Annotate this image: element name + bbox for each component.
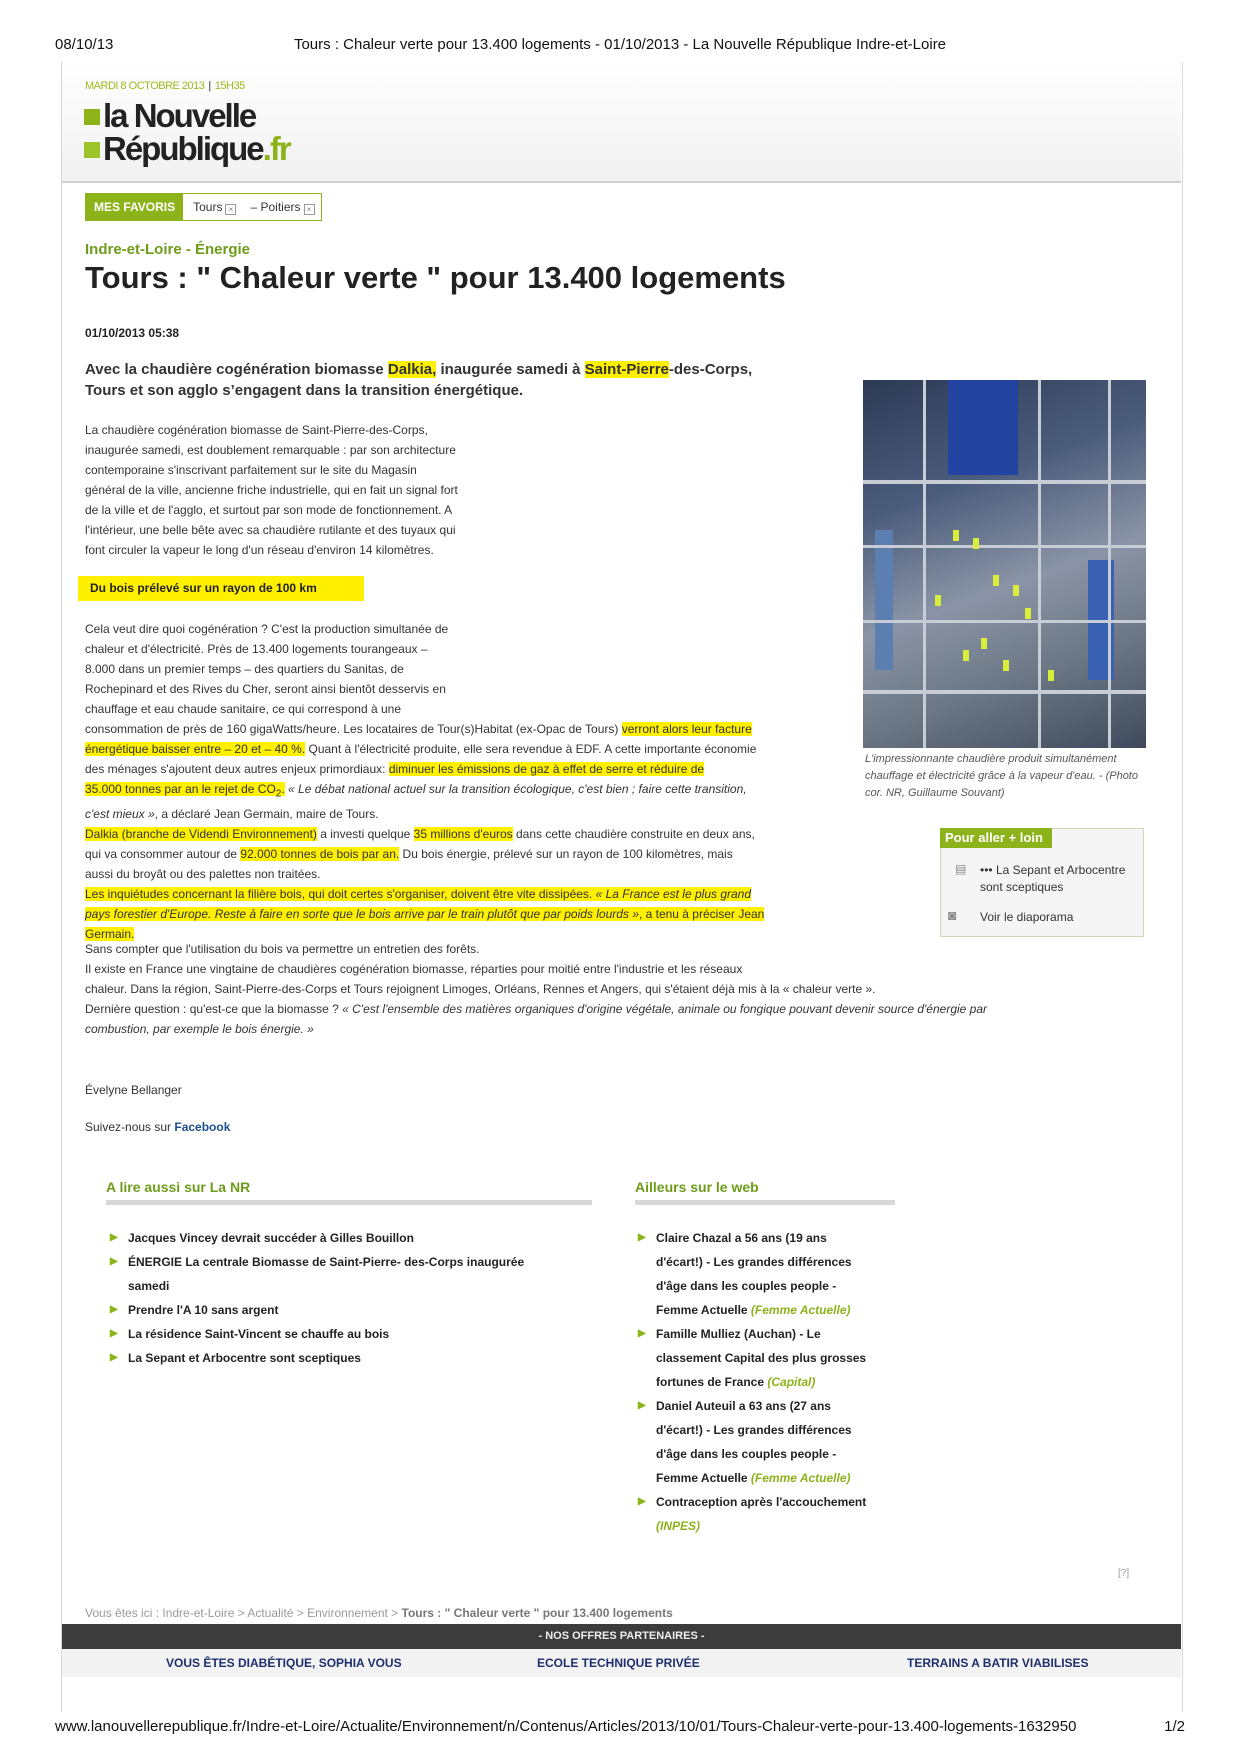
text-line: aussi du broyât ou des palettes non traitées. — [85, 867, 321, 882]
arrow-right-icon: ▶ — [638, 1496, 646, 1507]
link-text[interactable]: La centrale Biomasse de Saint-Pierre- des-Corps inaugurée — [182, 1255, 525, 1269]
text-line: l'intérieur, une belle bête avec sa chaudière rutilante et des tuyaux qui — [85, 523, 456, 537]
quote-text: pays forestier d'Europe. Reste à faire en sorte que le bois arrive par le train plutôt que par poids lourds » — [85, 907, 639, 922]
lead-text: inaugurée samedi à — [436, 361, 585, 378]
article-paragraph — [85, 939, 1165, 1039]
link-text[interactable]: Contraception après l'accouchement — [656, 1495, 867, 1509]
text-highlight: verront alors leur facture — [621, 722, 752, 736]
logo-tld: .fr — [262, 130, 290, 167]
favorite-tag[interactable] — [183, 200, 240, 215]
text-highlight: diminuer les émissions de gaz à effet de serre et réduire de — [388, 762, 705, 776]
text-run: a investi quelque — [316, 827, 414, 842]
list-item-continued[interactable] — [638, 1346, 898, 1370]
list-item-continued[interactable] — [638, 1466, 898, 1490]
breadcrumb-current: Tours : " Chaleur verte " pour 13.400 logements — [401, 1606, 673, 1620]
text-highlight: Les inquiétudes concernant la filière bois, qui doit certes s'organiser, doivent être vite dissipées. — [85, 887, 596, 902]
link-text[interactable]: Claire Chazal a 56 ans (19 ans — [656, 1231, 827, 1245]
arrow-right-icon: ▶ — [638, 1400, 646, 1411]
arrow-right-icon: ▶ — [110, 1232, 118, 1243]
list-item-continued[interactable] — [638, 1370, 898, 1394]
dateline: MARDI 8 OCTOBRE 2013 | 15H35 — [85, 80, 245, 92]
quote-text: « C'est l'ensemble des matières organiques d'origine végétale, animale ou fongique pouvant devenir source d'énergie par — [342, 1002, 988, 1016]
list-item[interactable] — [638, 1490, 898, 1514]
quote-text: « Le débat national actuel sur la transition écologique, c'est bien ; faire cette transition, — [284, 782, 747, 796]
link-source: (Femme Actuelle) — [750, 1303, 851, 1317]
document-icon: ▤ — [955, 862, 967, 876]
text-highlight: énergétique baisser entre – 20 et – 40 %. — [85, 742, 306, 756]
text-line — [85, 904, 860, 924]
link-source: (INPES) — [656, 1519, 701, 1533]
list-item[interactable] — [110, 1346, 590, 1370]
link-text[interactable]: d'écart!) - Les grandes différences — [656, 1255, 852, 1269]
print-url: www.lanouvellerepublique.fr/Indre-et-Loire/Actualite/Environnement/n/Contenus/Articles/2013/10/01/Tours-Chaleur-verte-pour-13.400-logements-1632950 — [55, 1718, 1077, 1735]
text-run: Du bois énergie, prélevé sur un rayon de 100 kilomètres, mais — [399, 847, 733, 862]
text-run: , a déclaré Jean Germain, maire de Tours. — [154, 807, 379, 822]
text-highlight: Dalkia (branche de Videndi Environnement) — [85, 827, 317, 842]
quote-text: combustion, par exemple le bois énergie. » — [85, 1022, 314, 1036]
text-line: chauffage et eau chaude sanitaire, ce qui correspond à une — [85, 702, 402, 716]
lead-text: Avec la chaudière cogénération biomasse — [85, 361, 388, 378]
logo-line-1: la Nouvelle — [103, 97, 256, 134]
favorite-tag-label: Tours — [193, 199, 223, 214]
further-link[interactable]: ••• La Sepant et Arbocentre sont sceptiques — [980, 863, 1126, 894]
lead-text: -des-Corps, — [668, 361, 753, 378]
list-item-continued[interactable] — [638, 1418, 898, 1442]
text-run: Quant à l'électricité produite, elle sera revendue à EDF. A cette importante économie — [305, 742, 757, 756]
link-text[interactable]: Daniel Auteuil a 63 ans (27 ans — [656, 1399, 831, 1413]
list-item[interactable] — [110, 1250, 590, 1274]
text-highlight: . — [281, 782, 285, 796]
arrow-right-icon: ▶ — [110, 1256, 118, 1267]
print-page-number: 1/2 — [1164, 1718, 1185, 1735]
list-item[interactable] — [638, 1322, 898, 1346]
link-text[interactable]: Jacques Vincey devrait succéder à Gilles Bouillon — [128, 1231, 414, 1245]
dateline-time: 15H35 — [214, 80, 245, 92]
partner-offer-link[interactable]: ECOLE TECHNIQUE PRIVÉE — [537, 1656, 700, 1670]
article-date: 01/10/2013 05:38 — [85, 326, 180, 340]
lead-text: Tours et son agglo s’engagent dans la transition énergétique. — [85, 382, 524, 399]
link-text[interactable]: d'âge dans les couples people - — [656, 1447, 837, 1461]
article-paragraph — [85, 619, 530, 719]
text-run: des ménages s'ajoutent deux autres enjeux primordiaux: — [85, 762, 389, 776]
text-line: contemporaine s'inscrivant parfaitement sur le site du Magasin — [85, 463, 417, 477]
arrow-right-icon: ▶ — [638, 1232, 646, 1243]
text-line: Rochepinard et des Rives du Cher, seront ainsi bientôt desservis en — [85, 682, 446, 696]
text-line — [85, 844, 860, 864]
article-rubric: Indre-et-Loire - Énergie — [85, 241, 251, 258]
list-item-continued[interactable] — [110, 1274, 590, 1298]
text-line: La chaudière cogénération biomasse de Saint-Pierre-des-Corps, — [85, 423, 428, 437]
quote-text: « La France est le plus grand — [595, 887, 752, 902]
text-highlight: 35 millions d'euros — [413, 827, 513, 842]
link-text[interactable]: La résidence Saint-Vincent se chauffe au bois — [128, 1327, 390, 1341]
text-line: inaugurée samedi, est doublement remarquable : par son architecture — [85, 443, 456, 457]
link-source: (Femme Actuelle) — [750, 1471, 851, 1485]
link-text[interactable]: classement Capital des plus grosses — [656, 1351, 867, 1365]
text-line — [85, 1019, 1165, 1039]
text-line — [85, 884, 860, 904]
dateline-date: MARDI 8 OCTOBRE 2013 — [85, 80, 205, 92]
text-highlight: 92.000 tonnes de bois par an. — [240, 847, 400, 862]
text-highlight: Germain. — [85, 927, 135, 942]
logo-line-2: République — [103, 130, 263, 167]
partner-offer-link[interactable]: VOUS ÊTES DIABÉTIQUE, SOPHIA VOUS — [166, 1656, 402, 1670]
article-lead — [85, 359, 825, 401]
list-item-continued[interactable] — [638, 1250, 898, 1274]
text-line: général de la ville, ancienne friche industrielle, qui en fait un signal fort — [85, 483, 458, 497]
camera-icon: ◙ — [948, 907, 957, 923]
site-logo[interactable] — [84, 97, 290, 167]
favorite-tag-label: – Poitiers — [250, 199, 301, 214]
link-text[interactable]: d'écart!) - Les grandes différences — [656, 1423, 852, 1437]
divider — [635, 1200, 895, 1205]
close-icon[interactable]: × — [225, 204, 236, 215]
close-icon[interactable]: × — [304, 204, 315, 215]
arrow-right-icon: ▶ — [638, 1328, 646, 1339]
follow-us — [85, 1120, 230, 1134]
list-item[interactable] — [110, 1322, 590, 1346]
list-item-continued[interactable] — [638, 1514, 898, 1538]
text-line: font circuler la vapeur le long d'un réseau d'environ 14 kilomètres. — [85, 543, 434, 557]
text-line: chaleur et d'électricité. Près de 13.400 logements tourangeaux – — [85, 642, 428, 656]
text-line: Sans compter que l'utilisation du bois va permettre un entretien des forêts. — [85, 942, 480, 956]
text-line — [85, 719, 860, 739]
text-line — [85, 824, 860, 844]
text-line — [85, 804, 860, 824]
logo-mark-icon — [84, 109, 100, 125]
article-paragraph — [85, 420, 530, 560]
text-line: 8.000 dans un premier temps – des quartiers du Sanitas, de — [85, 662, 404, 676]
text-highlight: , a tenu à préciser Jean — [638, 907, 765, 922]
lead-highlight: Dalkia, — [387, 361, 437, 378]
text-line — [85, 999, 1165, 1019]
print-date: 08/10/13 — [55, 36, 114, 53]
link-source: (Capital) — [767, 1375, 816, 1389]
lead-highlight: Saint-Pierre — [584, 361, 669, 378]
partners-bar: - NOS OFFRES PARTENAIRES - — [62, 1624, 1181, 1649]
help-link[interactable]: [?] — [1118, 1568, 1130, 1579]
related-nr-title: A lire aussi sur La NR — [106, 1179, 251, 1195]
text-highlight: 35.000 tonnes par an le rejet de CO — [85, 782, 276, 796]
link-text[interactable]: Prendre l'A 10 sans argent — [128, 1303, 279, 1317]
arrow-right-icon: ▶ — [110, 1328, 118, 1339]
text-run: Dernière question : qu'est-ce que la biomasse ? — [85, 1002, 343, 1016]
list-item-continued[interactable] — [638, 1274, 898, 1298]
subscript: 2 — [275, 788, 282, 800]
related-nr-list — [110, 1226, 590, 1370]
related-web-title: Ailleurs sur le web — [635, 1179, 759, 1195]
divider — [106, 1200, 592, 1205]
list-item[interactable] — [638, 1226, 898, 1250]
link-text[interactable]: Femme Actuelle — [656, 1471, 751, 1485]
text-run: dans cette chaudière construite en deux ans, — [512, 827, 755, 842]
link-text[interactable]: Femme Actuelle — [656, 1303, 751, 1317]
further-reading-title: Pour aller + loin — [940, 828, 1052, 848]
print-title: Tours : Chaleur verte pour 13.400 logements - 01/10/2013 - La Nouvelle République Indre-et-Loire — [293, 36, 947, 53]
article-photo[interactable] — [863, 380, 1146, 748]
article-title: Tours : " Chaleur verte " pour 13.400 logements — [85, 260, 786, 295]
link-text[interactable]: fortunes de France — [656, 1375, 768, 1389]
text-line — [85, 739, 860, 759]
text-run: consommation de près de 160 gigaWatts/heure. Les locataires de Tour(s)Habitat (ex-Opac de Tours) — [85, 722, 622, 736]
text-line: chaleur. Dans la région, Saint-Pierre-des-Corps et Tours rejoignent Limoges, Orléans, Rennes et Angers, qui s'étaient déjà mis à la « chaleur verte ». — [85, 982, 876, 996]
text-line: Cela veut dire quoi cogénération ? C'est la production simultanée de — [85, 622, 449, 636]
text-run: qui va consommer autour de — [85, 847, 241, 862]
article-author: Évelyne Bellanger — [85, 1083, 182, 1097]
slideshow-link[interactable]: Voir le diaporama — [980, 910, 1074, 924]
photo-caption: L'impressionnante chaudière produit simultanément chauffage et électricité grâce à la vapeur d'eau. - (Photo cor. NR, Guillaume Souvant) — [865, 753, 1138, 799]
link-text[interactable]: samedi — [128, 1279, 170, 1293]
favorites-bar — [85, 193, 322, 221]
link-text[interactable]: Famille Mulliez (Auchan) - Le — [656, 1327, 821, 1341]
article-subheading: Du bois prélevé sur un rayon de 100 km — [78, 576, 364, 601]
logo-mark-icon — [84, 142, 100, 158]
favorites-label[interactable]: MES FAVORIS — [86, 194, 183, 220]
arrow-right-icon: ▶ — [110, 1352, 118, 1363]
text-line — [85, 759, 860, 779]
list-item[interactable] — [110, 1226, 590, 1250]
article-paragraph — [85, 719, 860, 944]
partner-offer-link[interactable]: TERRAINS A BATIR VIABILISES — [907, 1656, 1089, 1670]
list-item-continued[interactable] — [638, 1442, 898, 1466]
breadcrumb — [85, 1606, 673, 1620]
favorite-tag[interactable] — [240, 200, 320, 215]
link-prefix: ÉNERGIE — [128, 1255, 183, 1269]
link-text[interactable]: La Sepant et Arbocentre sont sceptiques — [128, 1351, 361, 1365]
link-text[interactable]: d'âge dans les couples people - — [656, 1279, 837, 1293]
quote-text: c'est mieux » — [85, 807, 155, 822]
list-item[interactable] — [110, 1298, 590, 1322]
facebook-link[interactable]: Facebook — [174, 1120, 231, 1134]
arrow-right-icon: ▶ — [110, 1304, 118, 1315]
text-line: de la ville et de l'agglo, et surtout par son mode de fonctionnement. A — [85, 503, 453, 517]
related-web-list — [638, 1226, 898, 1538]
text-line: Il existe en France une vingtaine de chaudières cogénération biomasse, réparties pour moitié entre l'industrie et les réseaux — [85, 962, 743, 976]
breadcrumb-path[interactable]: Vous êtes ici : Indre-et-Loire > Actualité > Environnement > — [85, 1606, 402, 1620]
follow-text: Suivez-nous sur — [85, 1120, 175, 1134]
text-line — [85, 779, 860, 804]
list-item-continued[interactable] — [638, 1298, 898, 1322]
list-item[interactable] — [638, 1394, 898, 1418]
